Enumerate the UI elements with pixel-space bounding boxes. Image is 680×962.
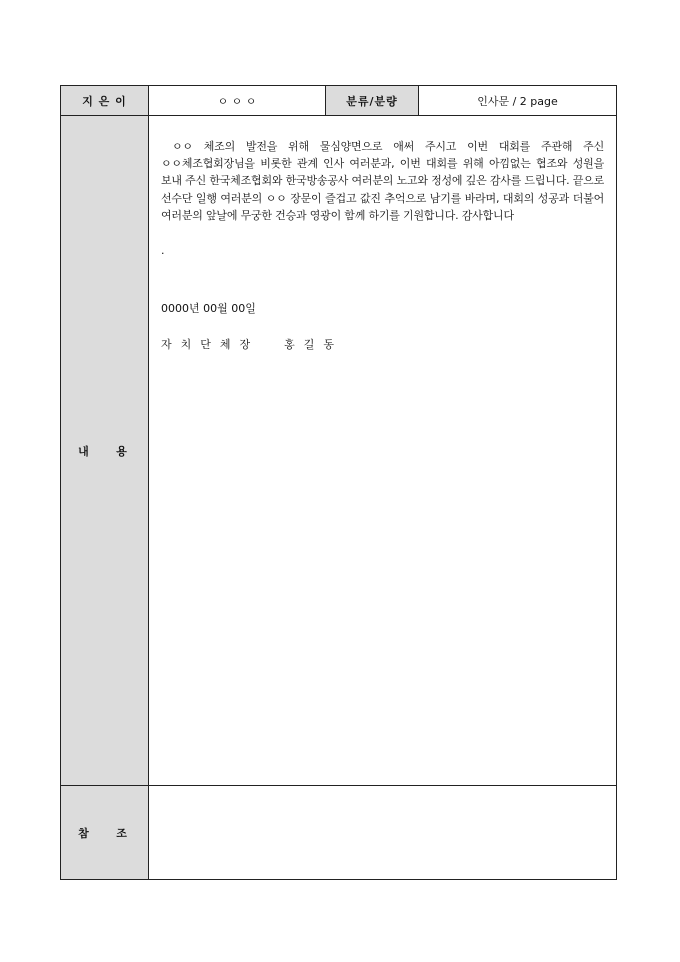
document-form-table: [60, 85, 617, 880]
dot-mark: .: [161, 244, 165, 258]
date-line: 0000년 00월 00일: [161, 302, 256, 316]
reference-row: [61, 786, 616, 879]
content-row: [61, 116, 616, 786]
reference-body: [149, 786, 616, 879]
greeting-paragraph: ㅇㅇ 체조의 발전을 위해 물심양면으로 애써 주시고 이번 대회를 주관해 주신 ㅇㅇ체조협회장님을 비롯한 관계 인사 여러분과, 이번 대회를 위해 아낌없는 협조와 성원을 보내 주신 한국체조협회와 한국방송공사 여러분의 노고와 정성에 깊은 감사를 드립니다. 끝으로 선수단 일행 여러분의 ㅇㅇ 장문이 즐겁고 값진 추억으로 남기를 바라며, 대회의 성공과 더불어 여러분의 앞날에 무궁한 건승과 영광이 함께 하기를 기원합니다. 감사합니다: [161, 140, 604, 222]
header-row: [61, 86, 616, 116]
reference-label: 참 조: [61, 786, 149, 879]
author-label: 지 은 이: [61, 86, 149, 115]
signature-line: 자치단체장 홍길동: [161, 338, 344, 352]
content-label: 내 용: [61, 116, 149, 785]
author-value: ㅇ ㅇ ㅇ: [149, 86, 326, 115]
category-label: 분류/분량: [326, 86, 419, 115]
category-value: 인사문 / 2 page: [477, 94, 558, 108]
content-body: [149, 116, 616, 785]
